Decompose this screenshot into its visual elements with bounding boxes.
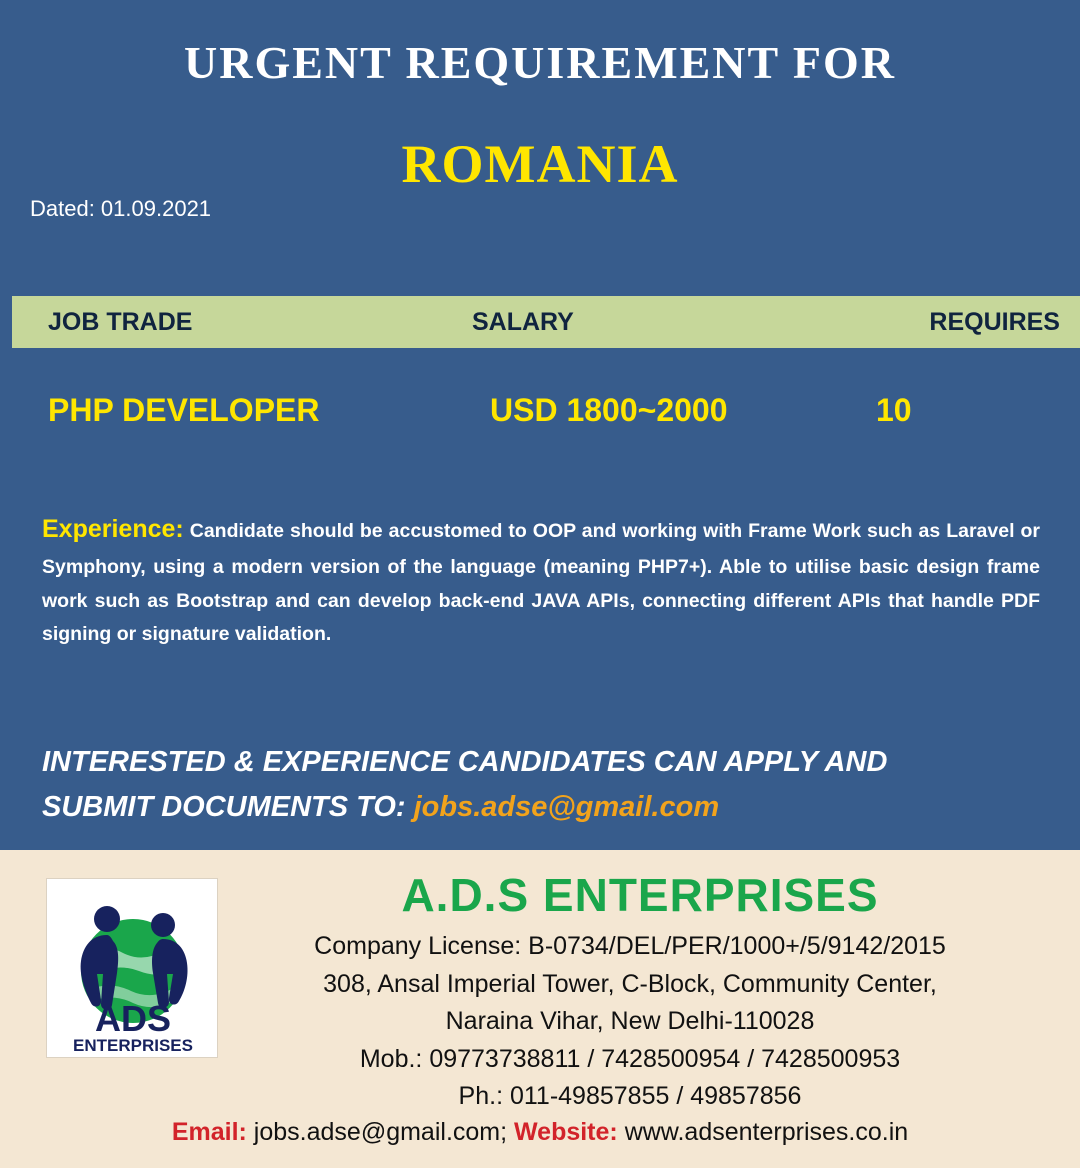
email-label: Email: (171, 1118, 247, 1146)
company-name: A.D.S ENTERPRISES (401, 869, 879, 921)
company-contact-line (0, 1118, 1080, 1147)
experience-block (42, 508, 1040, 652)
column-header-salary: SALARY (472, 307, 574, 336)
apply-instructions (42, 740, 1042, 830)
company-license: Company License: B-0734/DEL/PER/1000+/5/9142/2015 (314, 932, 946, 960)
table-header-row (12, 296, 1080, 348)
company-details (200, 928, 1060, 1116)
logo-text-main: ADS (94, 998, 172, 1039)
company-address-line-1: 308, Ansal Imperial Tower, C-Block, Community Center, (323, 969, 937, 998)
table-row (12, 392, 1062, 429)
dated-text: Dated: 01.09.2021 (30, 196, 212, 221)
apply-line-2-prefix: SUBMIT DOCUMENTS TO: (42, 790, 414, 823)
logo-text-sub: ENTERPRISES (73, 1036, 193, 1055)
cell-job-trade: PHP DEVELOPER (48, 392, 320, 428)
email-value[interactable]: jobs.adse@gmail.com; (246, 1118, 515, 1146)
company-address-line-2: Naraina Vihar, New Delhi-110028 (445, 1007, 815, 1035)
company-logo (46, 878, 218, 1058)
apply-line-1: INTERESTED & EXPERIENCE CANDIDATES CAN APPLY AND (42, 746, 888, 778)
company-mobile: Mob.: 09773738811 / 7428500954 / 7428500953 (359, 1044, 901, 1073)
page-title: URGENT REQUIREMENT FOR (184, 37, 896, 88)
experience-text: Candidate should be accustomed to OOP and working with Frame Work such as Laravel or Symphony, using a modern version of the language (meaning PHP7+). Able to utilise basic design frame work such as Bootstrap and can develop back-end JAVA APIs, connecting different APIs that handle PDF signing or signature validation. (42, 520, 1040, 646)
ads-enterprises-logo-icon (47, 879, 218, 1058)
cell-requires: 10 (876, 392, 912, 428)
country-title: ROMANIA (401, 134, 679, 194)
apply-email-link[interactable]: jobs.adse@gmail.com (413, 790, 720, 823)
column-header-job-trade: JOB TRADE (48, 307, 193, 336)
website-label: Website: (514, 1118, 618, 1146)
column-header-requires: REQUIRES (929, 307, 1060, 336)
apply-line-2 (42, 785, 1042, 830)
footer-panel (0, 850, 1080, 1168)
experience-label: Experience: (42, 515, 184, 543)
company-phone: Ph.: 011-49857855 / 49857856 (458, 1082, 802, 1110)
website-value[interactable]: www.adsenterprises.co.in (617, 1118, 909, 1146)
cell-salary: USD 1800~2000 (490, 392, 728, 428)
